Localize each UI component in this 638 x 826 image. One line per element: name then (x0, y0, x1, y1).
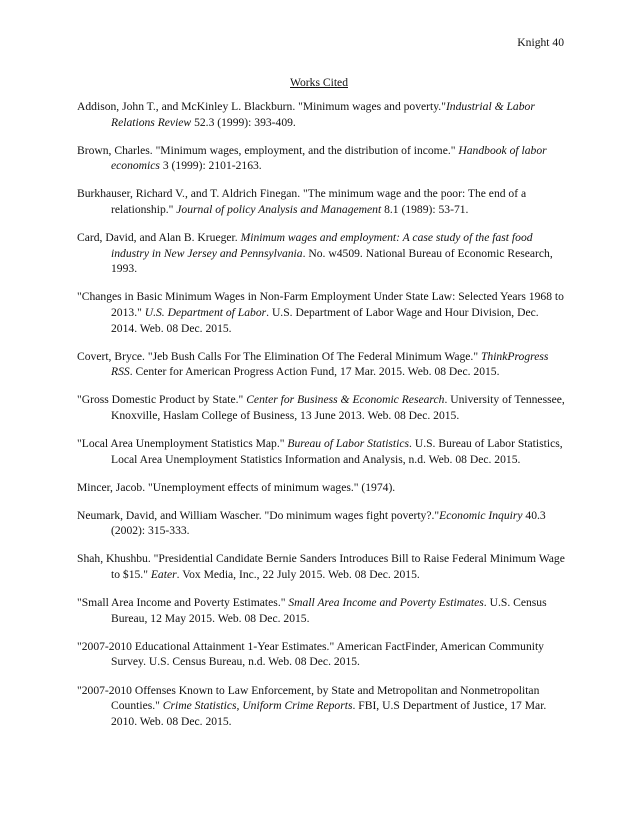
citation-text: "Changes in Basic Minimum Wages in Non-Farm Employment Under State Law: Selected Years 1968 to 2013." (77, 290, 564, 319)
citation-source-title: Center for Business & Economic Research (246, 393, 445, 407)
citation-entry (77, 480, 567, 496)
citation-entry (77, 683, 567, 730)
citation-entry (77, 143, 567, 174)
citation-entry (77, 349, 567, 380)
citation-text: Burkhauser, Richard V., and T. Aldrich Finegan. "The minimum wage and the poor: The end of a relationship." (77, 187, 527, 216)
citation-text: Covert, Bryce. "Jeb Bush Calls For The Elimination Of The Federal Minimum Wage." (77, 349, 481, 363)
citation-entry (77, 436, 567, 467)
citation-details: . U.S. Bureau of Labor Statistics, Local Area Unemployment Statistics Information and Analysis, n.d. Web. 08 Dec. 2015. (111, 437, 563, 466)
citation-source-title: Economic Inquiry (439, 508, 523, 522)
citation-details: 3 (1999): 2101-2163. (159, 159, 262, 173)
citation-text: "2007-2010 Educational Attainment 1-Year Estimates." American FactFinder, American Community Survey. U.S. Census Bureau, n.d. Web. 08 Dec. 2015. (77, 639, 544, 669)
citation-entry (77, 289, 567, 336)
citation-details: . FBI, U.S Department of Justice, 17 Mar. 2010. Web. 08 Dec. 2015. (111, 699, 547, 728)
citation-text: "Local Area Unemployment Statistics Map." (77, 437, 288, 450)
citation-entry (77, 639, 567, 670)
citation-details: . University of Tennessee, Knoxville, Haslam College of Business, 13 June 2013. Web. 08 Dec. 2015. (111, 393, 565, 422)
citation-text: "Small Area Income and Poverty Estimates." (77, 596, 289, 610)
citation-details: . No. w4509. National Bureau of Economic Research, 1993. (111, 246, 553, 276)
citation-details: 8.1 (1989): 53-71. (381, 202, 469, 216)
citation-text: Addison, John T., and McKinley L. Blackburn. "Minimum wages and poverty." (77, 100, 446, 113)
citation-details: . U.S. Department of Labor Wage and Hour Division, Dec. 2014. Web. 08 Dec. 2015. (111, 305, 539, 335)
citation-source-title: Journal of policy Analysis and Management (176, 202, 382, 216)
citation-source-title: Small Area Income and Poverty Estimates (288, 596, 484, 610)
citation-details: . U.S. Census Bureau, 12 May 2015. Web. 08 Dec. 2015. (111, 596, 547, 625)
citation-entry (77, 230, 567, 277)
citation-text: "2007-2010 Offenses Known to Law Enforcement, by State and Metropolitan and Nonmetropolitan Counties." (77, 683, 540, 713)
citation-details: 52.3 (1999): 393-409. (191, 115, 296, 129)
works-cited-title: Works Cited (290, 76, 348, 89)
citation-source-title: Bureau of Labor Statistics (287, 437, 410, 450)
citation-source-title: Handbook of labor economics (111, 143, 547, 173)
citation-source-title: Industrial & Labor Relations Review (111, 100, 535, 129)
citation-details: 40.3 (2002): 315-333. (111, 508, 546, 538)
citation-source-title: U.S. Department of Labor (144, 305, 267, 319)
citation-entry (77, 508, 567, 539)
citation-source-title: ThinkProgress RSS (111, 349, 549, 379)
citation-text: Card, David, and Alan B. Krueger. (77, 231, 241, 245)
page-header: Knight 40 (517, 36, 564, 49)
citation-entry (77, 551, 567, 582)
citation-text: Shah, Khushbu. "Presidential Candidate Bernie Sanders Introduces Bill to Raise Federal Minimum Wage to $15." (77, 552, 565, 582)
citation-text: Mincer, Jacob. "Unemployment effects of minimum wages." (1974). (77, 480, 396, 494)
citation-text: Brown, Charles. "Minimum wages, employment, and the distribution of income." (77, 143, 459, 157)
citation-source-title: Crime Statistics, Uniform Crime Reports (162, 699, 353, 713)
citation-source-title: Eater (150, 568, 177, 582)
citation-details: . Center for American Progress Action Fund, 17 Mar. 2015. Web. 08 Dec. 2015. (129, 365, 500, 379)
citation-source-title: Minimum wages and employment: A case study of the fast food industry in New Jersey and Pennsylvania (111, 231, 533, 260)
citation-entry (77, 99, 567, 130)
citation-text: "Gross Domestic Product by State." (77, 393, 247, 407)
citation-text: Neumark, David, and William Wascher. "Do minimum wages fight poverty?." (77, 508, 440, 522)
citation-entry (77, 186, 567, 217)
citation-entry (77, 392, 567, 423)
citation-entry (77, 595, 567, 626)
citation-details: . Vox Media, Inc., 22 July 2015. Web. 08 Dec. 2015. (176, 568, 420, 582)
citation-list (77, 99, 567, 742)
